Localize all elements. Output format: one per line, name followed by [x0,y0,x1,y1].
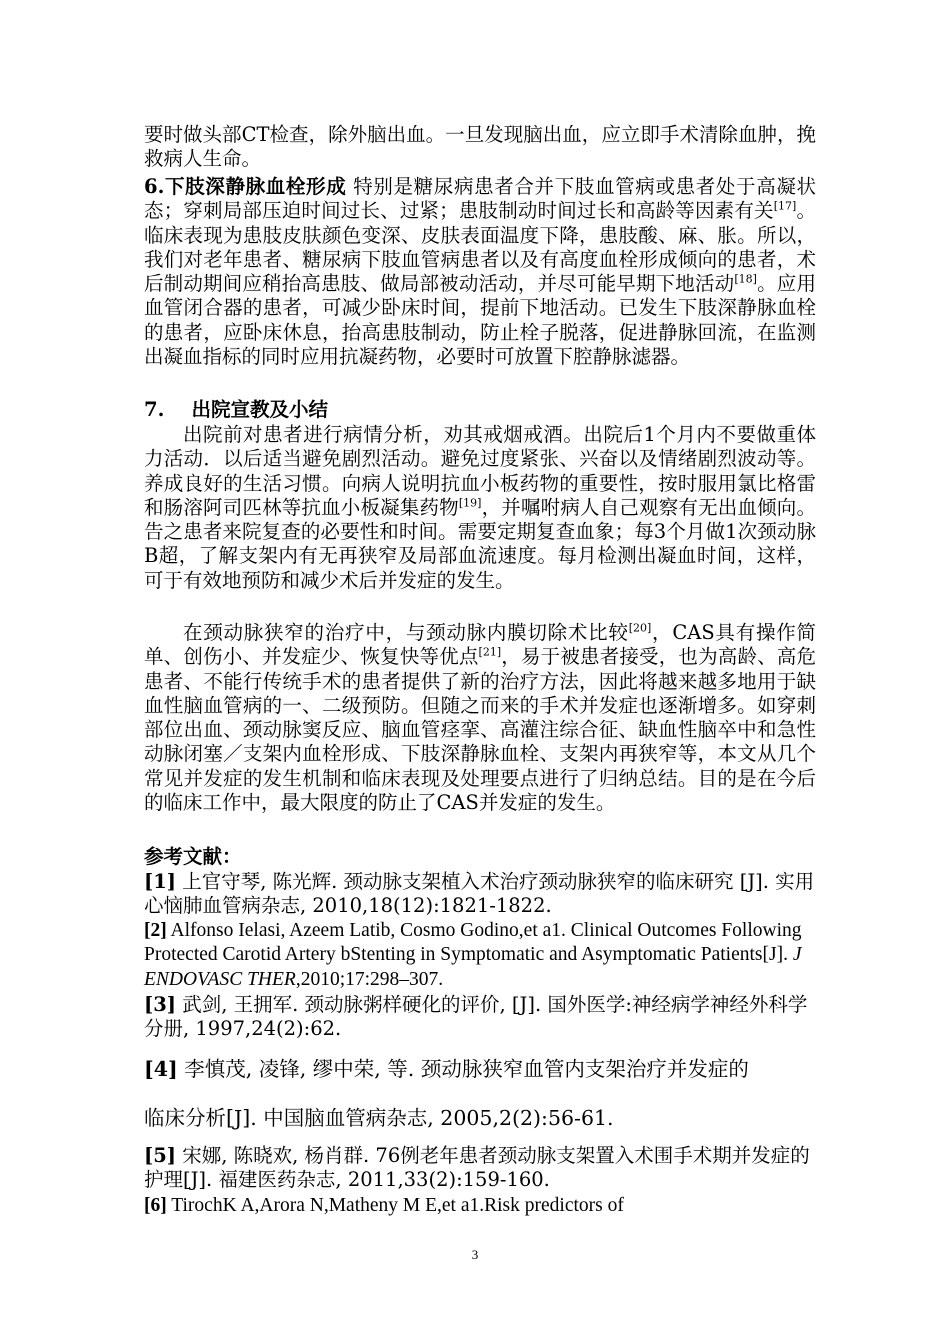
reference-6-text: TirochK A,Arora N,Matheny M E,et a1.Risk predictors of [166,1195,624,1216]
section-6-text-c: 。应用血管闭合器的患者，可减少卧床时间，提前下地活动。已发生下肢深静脉血栓的患者，应卧床休息，抬高患肢制动，防止栓子脱落，促进静脉回流，在监测出凝血指标的同时应用抗凝药物，必要时可放置下腔静脉滤器。 [144,272,816,369]
reference-5-number: [5] [144,1144,177,1167]
section-7-p2-text-b: ，CAS具有操作简单、创伤小、并发症少、恢复快等优点 [144,621,816,669]
reference-4-text-1: 李慎茂, 凌锋, 缪中荣, 等. 颈动脉狭窄血管内支架治疗并发症的 [177,1057,749,1081]
page-number: 3 [471,1247,479,1262]
section-7-p1-text-b: ，并嘱咐病人自己观察有无出血倾向。告之患者来院复查的必要性和时间。需要定期复查血象；每3个月做1次颈动脉B超，了解支架内有无再狭窄及局部血流速度。每月检测出凝血时间，这样，可于有效地预防和减少术后并发症的发生。 [144,495,816,592]
section-7-p1-text-a: 出院前对患者进行病情分析，劝其戒烟戒酒。出院后1个月内不要做重体力活动．以后适当避免剧烈活动。避免过度紧张、兴奋以及情绪剧烈波动等。养成良好的生活习惯。向病人说明抗血小板药物的重要性，按时服用氯比格雷和肠溶阿司匹林等抗血小板凝集药物 [144,423,816,519]
reference-2-text: Alfonso Ielasi, Azeem Latib, Cosmo Godino,et a1. Clinical Outcomes Following Protected Carotid Artery bStenting in Symptomatic and Asymptomatic Patients[J]. [144,920,802,966]
reference-5-text: 宋娜, 陈晓欢, 杨肖群. 76例老年患者颈动脉支架置入术围手术期并发症的护理[J]. 福建医药杂志, 2011,33(2):159-160. [144,1144,810,1192]
reference-3-text: 武剑, 王拥军. 颈动脉粥样硬化的评价, [J]. 国外医学:神经病学神经外科学分册, 1997,24(2):62. [144,993,808,1041]
section-7-p2-text-a: 在颈动脉狭窄的治疗中，与颈动脉内膜切除术比较 [183,621,629,644]
reference-2-journal: J ENDOVASC THER [144,944,802,990]
citation-18: [18] [734,272,757,286]
section-7-paragraph-1 [144,423,816,593]
section-6-paragraph [144,175,816,369]
reference-6-number: [6] [144,1195,167,1216]
reference-2 [144,919,816,992]
citation-19: [19] [458,496,482,510]
section-6-text-a: 特别是糖尿病患者合并下肢血管病或患者处于高凝状态；穿刺局部压迫时间过长、过紧；患肢制动时间过长和高龄等因素有关 [144,175,816,223]
references-heading: 参考文献： [144,845,242,868]
reference-5 [144,1144,816,1193]
citation-21: [21] [478,645,502,659]
paragraph-text: 要时做头部CT检查，除外脑出血。一旦发现脑出血，应立即手术清除血肿，挽救病人生命。 [144,123,816,171]
reference-4-line-2: 临床分析[J]. 中国脑血管病杂志, 2005,2(2):56-61. [144,1106,614,1130]
section-7-heading: 7. 出院宣教及小结 [144,398,329,421]
reference-2-tail: ,2010;17:298–307. [295,968,444,990]
section-6-heading: 6.下肢深静脉血栓形成 [144,175,347,198]
reference-1 [144,870,816,919]
citation-17: [17] [773,199,797,213]
reference-4-number: [4] [144,1057,178,1081]
paragraph-continuation [144,123,816,172]
reference-3-number: [3] [144,993,177,1016]
reference-1-number: [1] [144,870,177,893]
section-7-paragraph-2 [144,621,816,815]
reference-1-text: 上官守琴, 陈光辉. 颈动脉支架植入术治疗颈动脉狭窄的临床研究 [J]. 实用心恼肺血管病杂志, 2010,18(12):1821-1822. [144,870,815,918]
citation-20: [20] [628,621,652,635]
reference-6 [144,1194,816,1218]
reference-2-number: [2] [144,920,167,941]
reference-3 [144,993,816,1042]
section-6-text-b: 。临床表现为患肢皮肤颜色变深、皮肤表面温度下降，患肢酸、麻、胀。所以，我们对老年患者、糖尿病下肢血管病患者以及有高度血栓形成倾向的患者，术后制动期间应稍抬高患肢、做局部被动活动，并尽可能早期下地活动 [144,199,816,296]
reference-4-line-1 [144,1057,816,1081]
section-7-p2-text-c: ，易于被患者接受，也为高龄、高危患者、不能行传统手术的患者提供了新的治疗方法，因此将越来越多地用于缺血性脑血管病的一、二级预防。但随之而来的手术并发症也逐渐增多。如穿刺部位出血、颈动脉窦反应、脑血管痉挛、高灌注综合征、缺血性脑卒中和急性动脉闭塞／支架内血栓形成、下肢深静脉血栓、支架内再狭窄等，本文从几个常见并发症的发生机制和临床表现及处理要点进行了归纳总结。目的是在今后的临床工作中，最大限度的防止了CAS并发症的发生。 [144,645,816,815]
